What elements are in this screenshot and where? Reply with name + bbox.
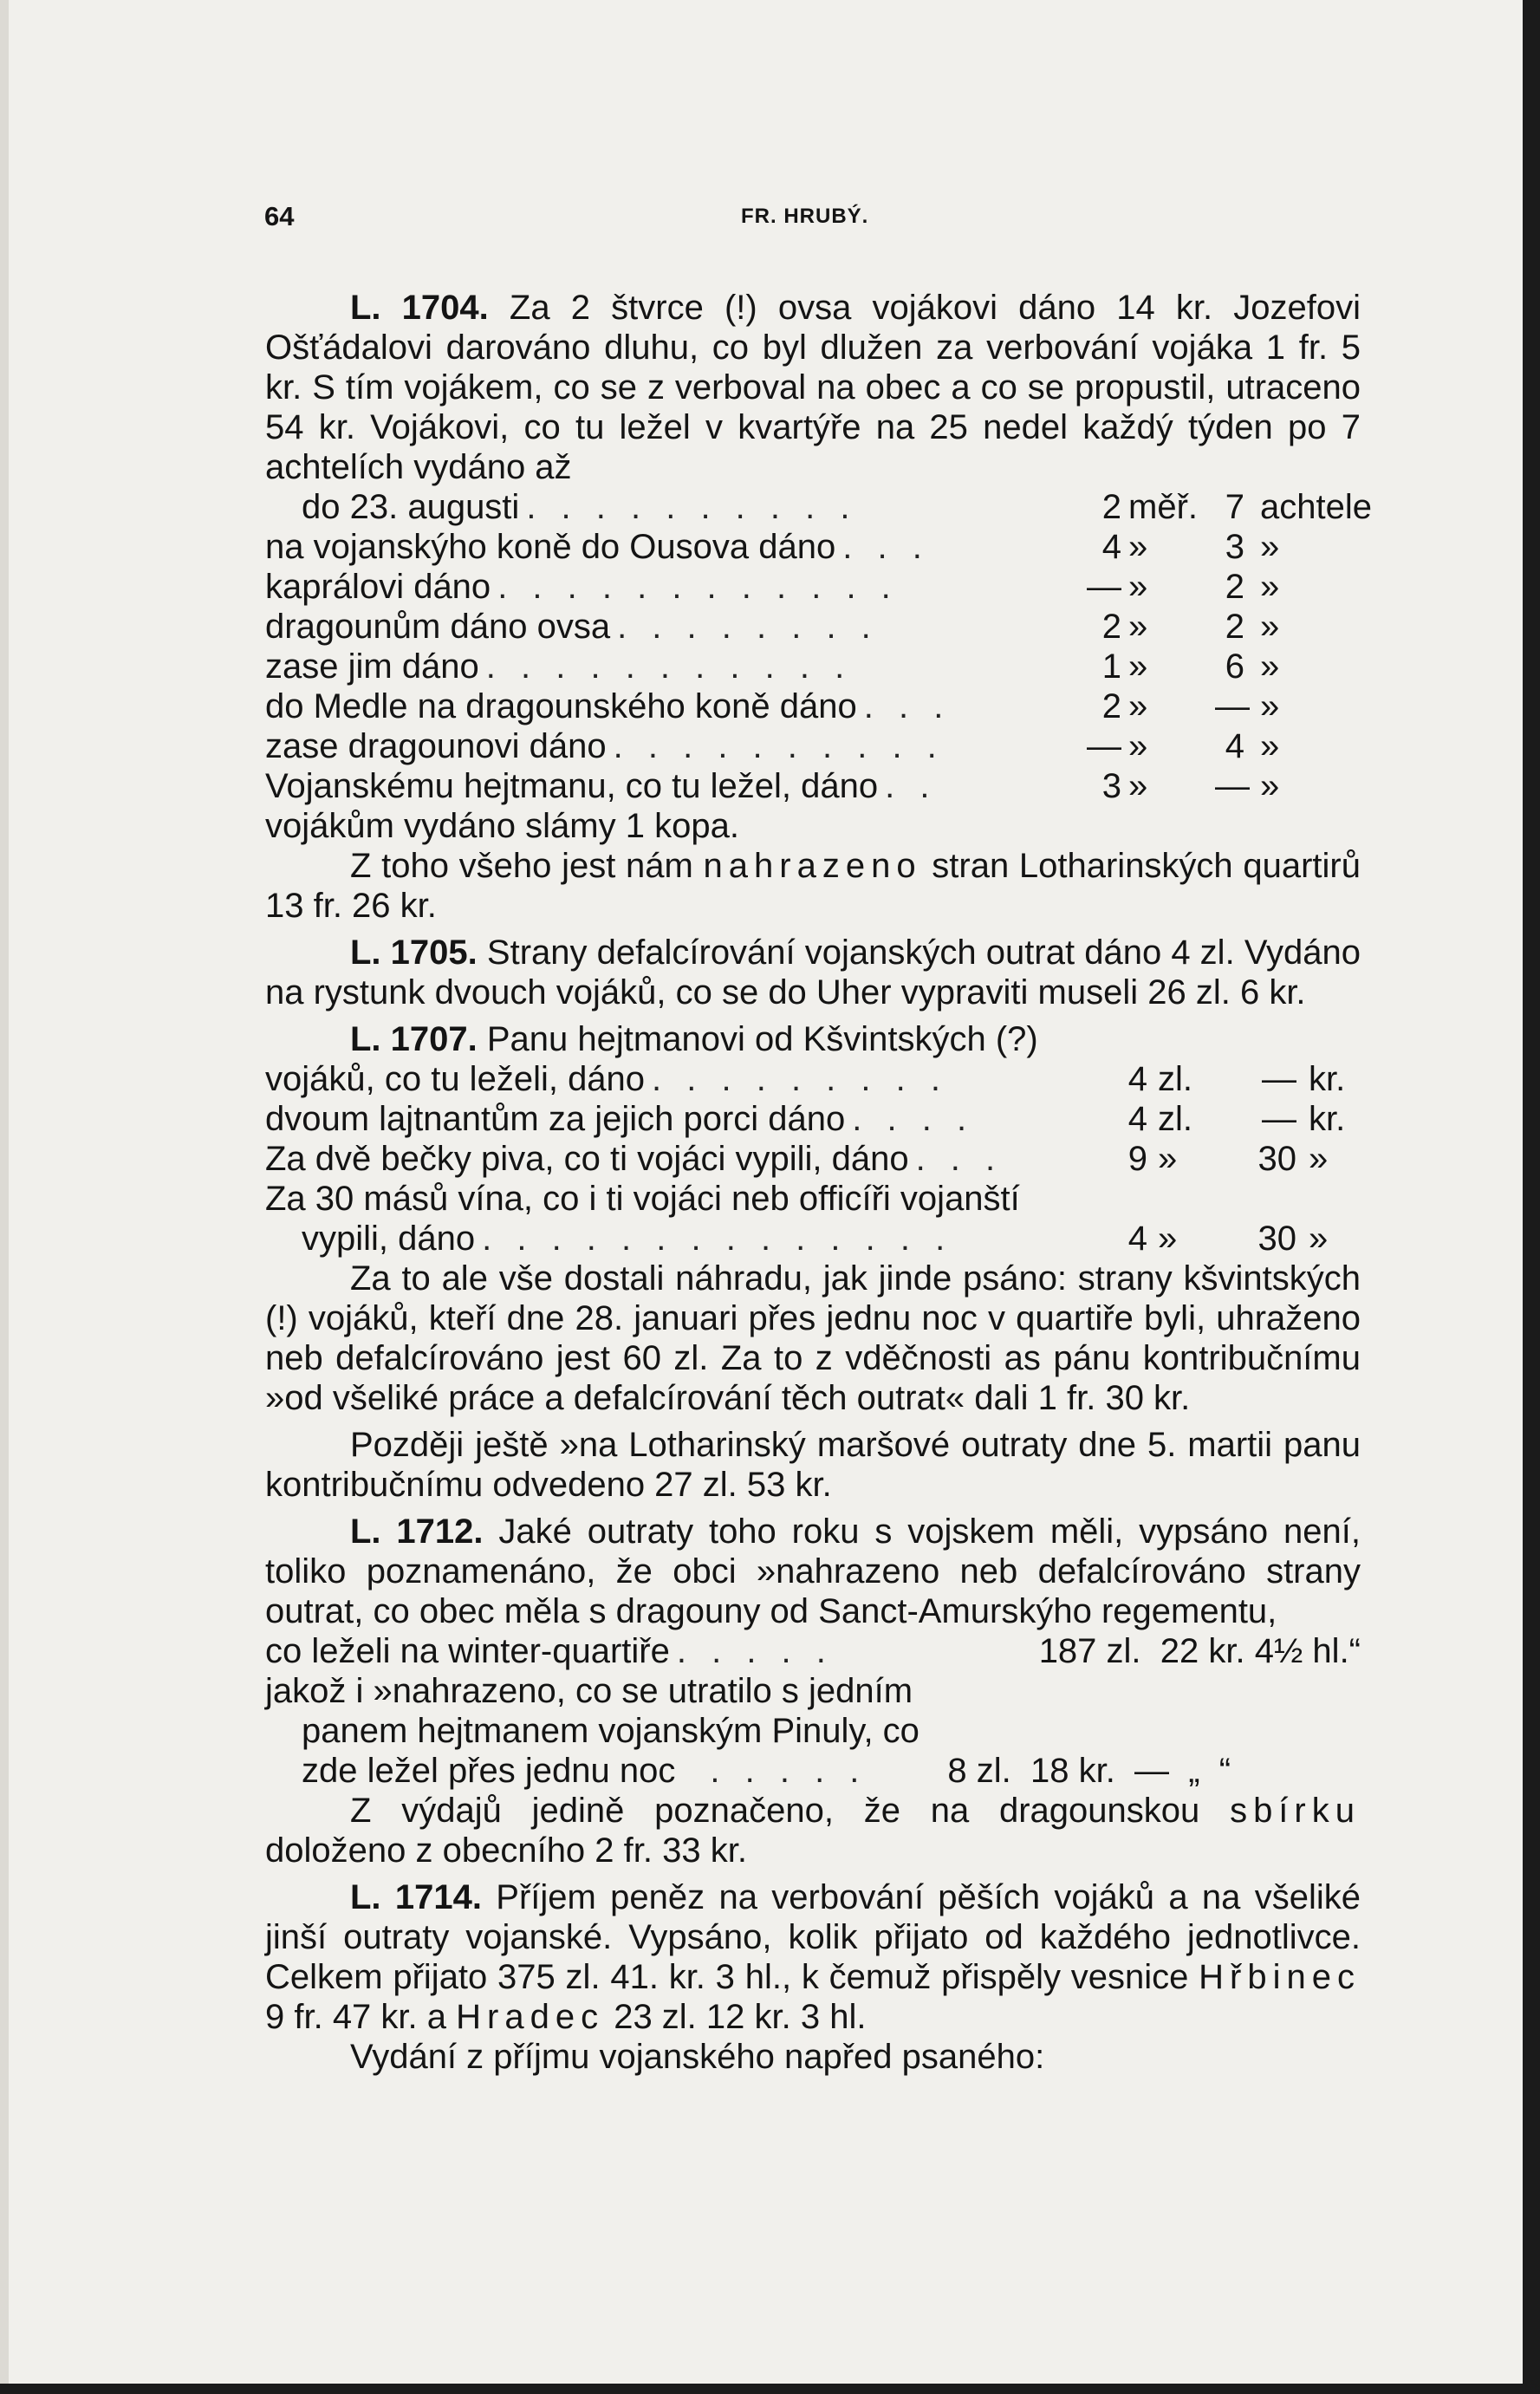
ledger-unit-2: » <box>1260 767 1280 805</box>
scan-border-right <box>1523 0 1540 2394</box>
ledger-qty-2: 7 <box>1225 488 1244 526</box>
ledger-unit-2: » <box>1260 608 1280 646</box>
page-left-shadow <box>0 0 9 2394</box>
ledger-qty-2: 3 <box>1225 528 1244 566</box>
ledger-qty-1: 1 <box>1101 647 1121 686</box>
entry-1704-summary <box>265 846 1361 926</box>
ledger-label: dragounům dáno ovsa <box>265 608 611 646</box>
entry-1712-collection <box>265 1791 1361 1870</box>
ledger-unit-1: » <box>1128 727 1148 765</box>
entry-1707-text: Panu hejtmanovi od Kšvintských (?) <box>477 1020 1038 1058</box>
entry-1704-intro <box>265 288 1361 487</box>
leader-dots: . . . . . . . . . . . . <box>497 568 899 606</box>
ledger-label: panem hejtmanem vojanským Pinuly, co <box>302 1712 919 1750</box>
ledger-unit-2: » <box>1309 1220 1329 1258</box>
summary-text: Z toho všeho jest nám <box>350 847 704 885</box>
ledger-qty-2: — <box>1262 1100 1296 1138</box>
ledger-qty-2: 30 <box>1257 1220 1296 1258</box>
leader-dots: . . . . . <box>710 1752 867 1790</box>
ledger-qty-2: 6 <box>1225 647 1244 686</box>
ledger-1707 <box>265 1059 1361 1259</box>
village-name: Hřbinec <box>1199 1958 1361 1996</box>
ledger-unit-2: kr. <box>1309 1060 1346 1098</box>
year-1705: L. 1705. <box>350 934 478 972</box>
ledger-qty-1: 9 <box>1127 1140 1147 1178</box>
year-1704: L. 1704. <box>350 289 489 327</box>
ledger-qty-1: 4 <box>1127 1220 1147 1258</box>
ledger-label: vojáků, co tu leželi, dáno <box>265 1060 646 1098</box>
leader-dots: . . . . . . . . . . <box>613 727 945 765</box>
ledger-qty-2: — <box>1215 687 1250 725</box>
entry-1714-expenditure: Vydání z příjmu vojanského napřed psaného: <box>350 2038 1045 2076</box>
entry-1714-text-2: 9 fr. 47 kr. a <box>265 1998 457 2036</box>
ledger-unit-1: » <box>1128 528 1148 566</box>
leader-dots: . . . . <box>852 1100 975 1138</box>
ledger-qty-2: 4 <box>1225 727 1244 765</box>
body-text <box>265 288 1372 2077</box>
ledger-row <box>265 647 1361 686</box>
ledger-label: do 23. augusti <box>302 488 520 526</box>
year-1714: L. 1714. <box>350 1878 482 1916</box>
page-number: 64 <box>264 201 295 231</box>
ledger-label: zase dragounovi dáno <box>265 727 607 765</box>
ledger-qty-1: 2 <box>1101 687 1121 725</box>
leader-dots: . . . <box>863 687 952 725</box>
ledger-qty-1: — <box>1087 568 1121 606</box>
ledger-unit-1: zl. <box>1158 1100 1192 1138</box>
leader-dots: . . . . . <box>676 1632 834 1670</box>
ledger-unit-1: » <box>1158 1140 1178 1178</box>
ledger-unit-2: » <box>1260 687 1280 725</box>
leader-dots: . . . . . . . . . . . <box>485 647 853 686</box>
ledger-row <box>265 1631 1361 1671</box>
entry-1704-text: Za 2 štvrce (!) ovsa vojákovi dáno 14 kr. Jozefovi Ošťádalovi darováno dluhu, co byl dlužen za verbování vojáka 1 fr. 5 kr. S tím vojákem, co se z verboval na obec a co se propustil, utraceno 54 kr. Vojákovi, co tu ležel v kvartýře na 25 nedel každý týden po 7 achtelích vydáno až <box>265 289 1361 486</box>
ledger-line <box>265 1671 1361 1711</box>
ledger-unit-2: achtele <box>1260 488 1372 526</box>
ledger-qty-2: 2 <box>1225 568 1244 606</box>
ledger-unit-1: měř. <box>1128 488 1198 526</box>
leader-dots: . . . . . . . . . . . . . . <box>482 1220 953 1258</box>
ledger-1704 <box>265 487 1372 846</box>
year-1707: L. 1707. <box>350 1020 478 1058</box>
ledger-qty-1: 4 <box>1127 1060 1147 1098</box>
entry-1707-compensation: Za to ale vše dostali náhradu, jak jinde psáno: strany kšvintských (!) vojáků, kteří dne 28. januari přes jednu noc v quartiře byli, uhraženo neb defalcírováno jest 60 zl. Za to z vděčnosti as pánu kontribučnímu »od všeliké práce a defalcírování těch outrat« dali 1 fr. 30 kr. <box>265 1259 1361 1417</box>
ledger-row <box>265 487 1372 527</box>
ledger-row <box>265 527 1361 567</box>
ledger-label: co leželi na winter-quartiře <box>265 1632 670 1670</box>
ledger-unit-1: » <box>1128 687 1148 725</box>
ledger-unit-2: » <box>1260 568 1280 606</box>
ledger-label: jakož i »nahrazeno, co se utratilo s jedním <box>265 1672 913 1710</box>
ledger-unit-1: zl. <box>1158 1060 1192 1098</box>
ledger-row <box>265 766 1361 806</box>
ledger-label: kaprálovi dáno <box>265 568 491 606</box>
entry-1705-text: Strany defalcírování vojanských outrat dáno 4 zl. Vydáno na rystunk dvouch vojáků, co se do Uher vypraviti museli 26 zl. 6 kr. <box>265 934 1361 1012</box>
ledger-qty-2: 30 <box>1257 1140 1296 1178</box>
ledger-row <box>265 726 1361 766</box>
entry-1707-intro <box>265 1019 1361 1059</box>
ledger-line <box>265 1711 1361 1751</box>
ledger-label: Vojanskému hejtmanu, co tu ležel, dáno <box>265 767 879 805</box>
ledger-row <box>265 1099 1361 1139</box>
ledger-unit-1: » <box>1128 767 1148 805</box>
entry-1712 <box>265 1512 1361 1631</box>
ledger-amount: 187 zl. 22 kr. 4½ hl.“ <box>1038 1632 1361 1670</box>
ledger-row <box>265 686 1361 726</box>
ledger-unit-1: » <box>1128 608 1148 646</box>
scan-border-bottom <box>0 2384 1540 2394</box>
ledger-row-straw <box>265 806 1361 846</box>
ledger-unit-2: » <box>1260 528 1280 566</box>
ledger-unit-1: » <box>1158 1220 1178 1258</box>
ledger-label: do Medle na dragounského koně dáno <box>265 687 857 725</box>
ledger-unit-2: » <box>1309 1140 1329 1178</box>
leader-dots: . . . <box>915 1140 1004 1178</box>
ledger-qty-1: 4 <box>1127 1100 1147 1138</box>
year-1712: L. 1712. <box>350 1513 484 1551</box>
ledger-qty-1: 2 <box>1101 608 1121 646</box>
ledger-amount: 8 zl. 18 kr. — „ “ <box>947 1752 1231 1790</box>
leader-dots: . . . . . . . . . <box>652 1060 948 1098</box>
ledger-row <box>265 1059 1361 1099</box>
ledger-qty-2: — <box>1215 767 1250 805</box>
ledger-label: na vojanskýho koně do Ousova dáno <box>265 528 836 566</box>
ledger-row <box>265 567 1361 607</box>
spaced-emphasis: sbírku <box>1230 1792 1361 1830</box>
ledger-label: zase jim dáno <box>265 647 479 686</box>
ledger-label: dvoum lajtnantům za jejich porci dáno <box>265 1100 846 1138</box>
collection-text-end: doloženo z obecního 2 fr. 33 kr. <box>265 1831 747 1870</box>
leader-dots: . . <box>885 767 938 805</box>
ledger-qty-2: — <box>1262 1060 1296 1098</box>
entry-1712-text: Jaké outraty toho roku s vojskem měli, vypsáno není, toliko poznamenáno, že obci »nahrazeno neb defalcírováno strany outrat, co obec měla s dragouny od Sanct-Amurskýho regementu, <box>265 1513 1361 1630</box>
ledger-row <box>265 607 1361 647</box>
ledger-unit-2: » <box>1260 647 1280 686</box>
leader-dots: . . . . . . . . . . <box>526 488 858 526</box>
ledger-label: zde ležel přes jednu noc <box>302 1752 676 1790</box>
ledger-line-wine <box>265 1179 1361 1219</box>
leader-dots: . . . <box>842 528 930 566</box>
ledger-unit-1: » <box>1128 647 1148 686</box>
ledger-qty-1: 3 <box>1101 767 1121 805</box>
ledger-label: Za dvě bečky piva, co ti vojáci vypili, dáno <box>265 1140 909 1178</box>
entry-1714-text: Příjem peněz na verbování pěších vojáků a na všeliké jinší outraty vojanské. Vypsáno, kolik přijato od každého jednotlivce. Celkem přijato 375 zl. 41. kr. 3 hl., k čemuž přispěly vesnice <box>265 1878 1361 1996</box>
ledger-qty-1: — <box>1087 727 1121 765</box>
running-head <box>0 201 1540 236</box>
entry-1707-later: Později ještě »na Lotharinský maršové outraty dne 5. martii panu kontribučnímu odvedeno 27 zl. 53 kr. <box>265 1426 1361 1504</box>
spaced-emphasis: nahrazeno <box>703 847 922 885</box>
ledger-qty-2: 2 <box>1225 608 1244 646</box>
ledger-unit-1: » <box>1128 568 1148 606</box>
entry-1714-text-3: 23 zl. 12 kr. 3 hl. <box>604 1998 867 2036</box>
ledger-qty-1: 2 <box>1101 488 1121 526</box>
summary-text-end: stran Lotharinských quartirů 13 fr. 26 kr. <box>265 847 1361 925</box>
ledger-unit-2: kr. <box>1309 1100 1346 1138</box>
running-title: FR. HRUBÝ. <box>741 205 869 228</box>
leader-dots: . . . . . . . . <box>617 608 879 646</box>
ledger-row <box>265 1219 1361 1259</box>
entry-1714 <box>265 1877 1361 2037</box>
ledger-label: vypili, dáno <box>302 1220 476 1258</box>
ledger-unit-2: » <box>1260 727 1280 765</box>
ledger-qty-1: 4 <box>1101 528 1121 566</box>
ledger-row <box>265 1751 1361 1791</box>
entry-1705 <box>265 933 1361 1012</box>
collection-text: Z výdajů jedině poznačeno, že na dragounskou <box>350 1792 1231 1830</box>
ledger-1712 <box>265 1631 1361 1791</box>
ledger-label: Za 30 másů vína, co i ti vojáci neb officíři vojanští <box>265 1180 1020 1218</box>
ledger-label: vojákům vydáno slámy 1 kopa. <box>265 807 739 845</box>
village-name: Hradec <box>456 1998 605 2036</box>
ledger-row <box>265 1139 1361 1179</box>
